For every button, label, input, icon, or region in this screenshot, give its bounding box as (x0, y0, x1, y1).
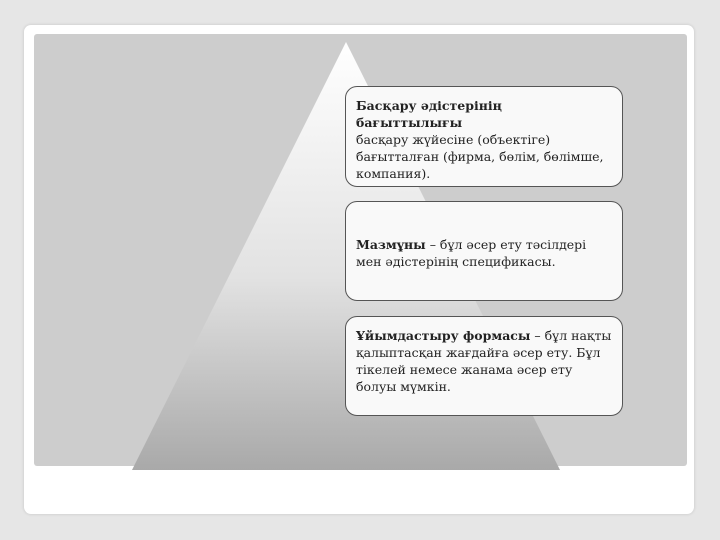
block-form-title: Ұйымдастыру формасы (356, 328, 531, 343)
block-direction (345, 86, 623, 187)
block-direction-text: басқару жүйесіне (объектіге) бағытталған (фирма, бөлім, бөлімше, компания). (356, 132, 604, 181)
block-form (345, 316, 623, 416)
block-content (345, 201, 623, 301)
block-direction-title: Басқару әдістерінің бағыттылығы (356, 98, 502, 130)
block-form-text: – бұл нақты қалыптасқан жағдайға әсер ету. Бұл тікелей немесе жанама әсер ету болуы мүмкін. (356, 328, 612, 394)
block-content-title: Мазмұны (356, 237, 426, 252)
block-content-text: – бұл әсер ету тәсілдері мен әдістерінің спецификасы. (356, 237, 587, 269)
